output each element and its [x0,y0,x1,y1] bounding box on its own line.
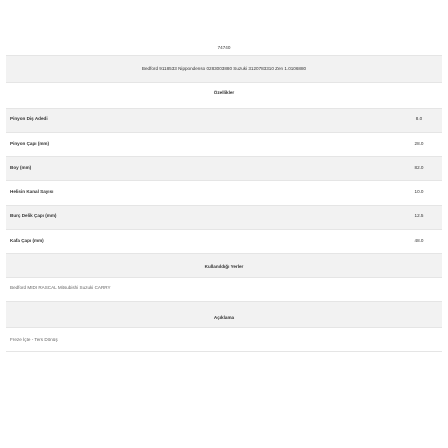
spec-value: 10.0 [414,189,424,194]
specs-header: Özellikler [213,90,235,95]
spec-value: 28.0 [414,141,424,146]
spec-label: Boy (mm) [10,165,32,170]
spec-value: 12.5 [414,213,424,218]
description-header-row [6,302,442,328]
spec-row [6,206,442,230]
oem-number-row [6,34,442,56]
spec-label: Pinyon Diş Adedi [10,116,48,121]
oem-codes: Bedford 9118533 Nippondenso 0283003880 Suzuki 3120783310 Zen 1.0106880 [141,66,307,71]
usage-header: Kullanıldığı Yerler [204,264,244,269]
usage-header-row [6,254,442,278]
spec-row [6,181,442,206]
spec-value: 48.0 [414,238,424,243]
spec-row [6,230,442,254]
usage-row [6,278,442,302]
spec-row [6,133,442,157]
description-text: Freze İçte - Ters Dönüş [10,337,58,342]
spec-value: 82.0 [414,165,424,170]
spec-label: Kafa Çapı (mm) [10,238,44,243]
oem-number: 74740 [217,45,231,50]
spec-label: Pinyon Çapı (mm) [10,141,50,146]
spec-label: Helisin Kanal Sayısı [10,189,54,194]
product-spec-table [6,34,442,352]
usage-text: Bedford MIDI RASCAL Mitsubishi Suzuki CARRY [10,285,111,290]
spec-label: Burç Delik Çapı (mm) [10,213,57,218]
spec-row [6,157,442,181]
oem-codes-row [6,56,442,83]
spec-row [6,109,442,133]
description-row [6,328,442,352]
spec-value: 8.0 [415,116,423,121]
specs-header-row [6,83,442,109]
description-header: Açıklama [213,315,235,320]
